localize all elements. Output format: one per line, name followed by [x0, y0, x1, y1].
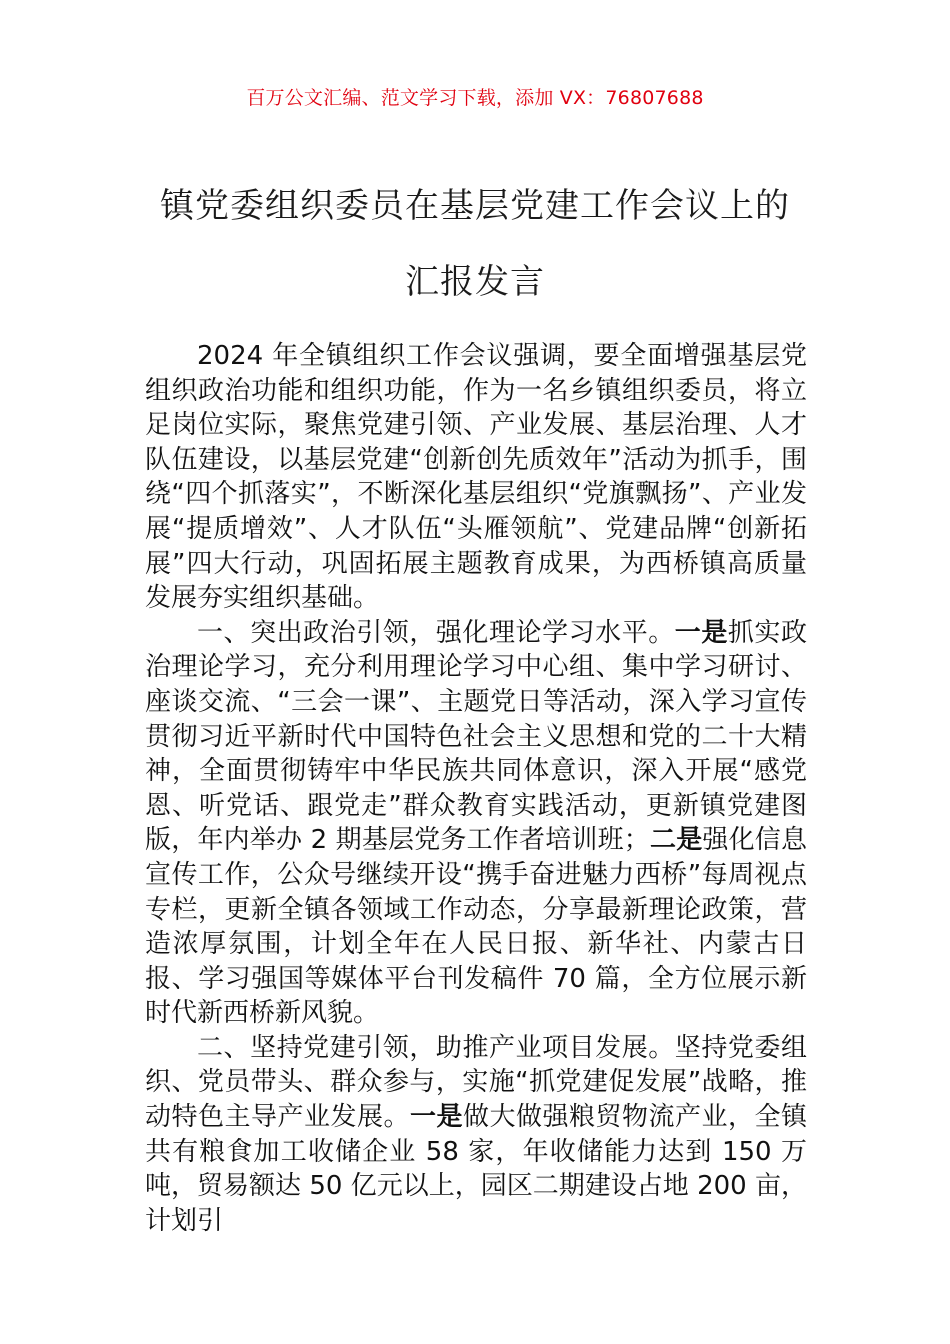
section-2-lead-1: 一是: [409, 1102, 463, 1133]
watermark-header: 百万公文汇编、范文学习下载，添加 VX：76807688: [246, 87, 704, 109]
section-1-heading: 一、突出政治引领，强化理论学习水平。: [197, 617, 675, 648]
document-body: [145, 339, 807, 1238]
section-1-paragraph: [145, 616, 807, 1031]
title-line-2: 汇报发言: [405, 262, 545, 302]
section-1-text-2: 强化信息宣传工作，公众号继续开设“携手奋进魅力西桥”每周视点专栏，更新全镇各领域工作动态，分享最新理论政策，营造浓厚氛围，计划全年在人民日报、新华社、内蒙古日报、学习强国等媒体平台刊发稿件 70 篇，全方位展示新时代新西桥新风貌。: [145, 825, 807, 1029]
title-line-1: 镇党委组织委员在基层党建工作会议上的: [160, 186, 790, 226]
section-2-text-1: 做大做强粮贸物流产业，全镇共有粮食加工收储企业 58 家，年收储能力达到 150 万吨，贸易额达 50 亿元以上，园区二期建设占地 200 亩，计划引: [145, 1102, 807, 1236]
section-2-heading: 二、坚持党建引领，助推产业项目发展。: [197, 1032, 675, 1063]
intro-paragraph: [145, 339, 807, 616]
section-2-intro-text: 坚持党委组织、党员带头、群众参与，实施“抓党建促发展”战略，推动特色主导产业发展。: [145, 1032, 807, 1133]
section-2-paragraph: [145, 1031, 807, 1239]
intro-text: 2024 年全镇组织工作会议强调，要全面增强基层党组织政治功能和组织功能，作为一名乡镇组织委员，将立足岗位实际，聚焦党建引领、产业发展、基层治理、人才队伍建设，以基层党建“创新创先质效年”活动为抓手，围绕“四个抓落实”，不断深化基层组织“党旗飘扬”、产业发展“提质增效”、人才队伍“头雁领航”、党建品牌“创新拓展”四大行动，巩固拓展主题教育成果，为西桥镇高质量发展夯实组织基础。: [145, 341, 807, 614]
document-title: [60, 168, 890, 320]
section-1-text-1: 抓实政治理论学习，充分利用理论学习中心组、集中学习研讨、座谈交流、“三会一课”、主题党日等活动，深入学习宣传贯彻习近平新时代中国特色社会主义思想和党的二十大精神，全面贯彻铸牢中华民族共同体意识，深入开展“感党恩、听党话、跟党走”群众教育实践活动，更新镇党建图版，年内举办 2 期基层党务工作者培训班；: [145, 617, 807, 856]
section-1-lead-1: 一是: [674, 617, 728, 648]
section-1-lead-2: 二是: [649, 825, 703, 856]
